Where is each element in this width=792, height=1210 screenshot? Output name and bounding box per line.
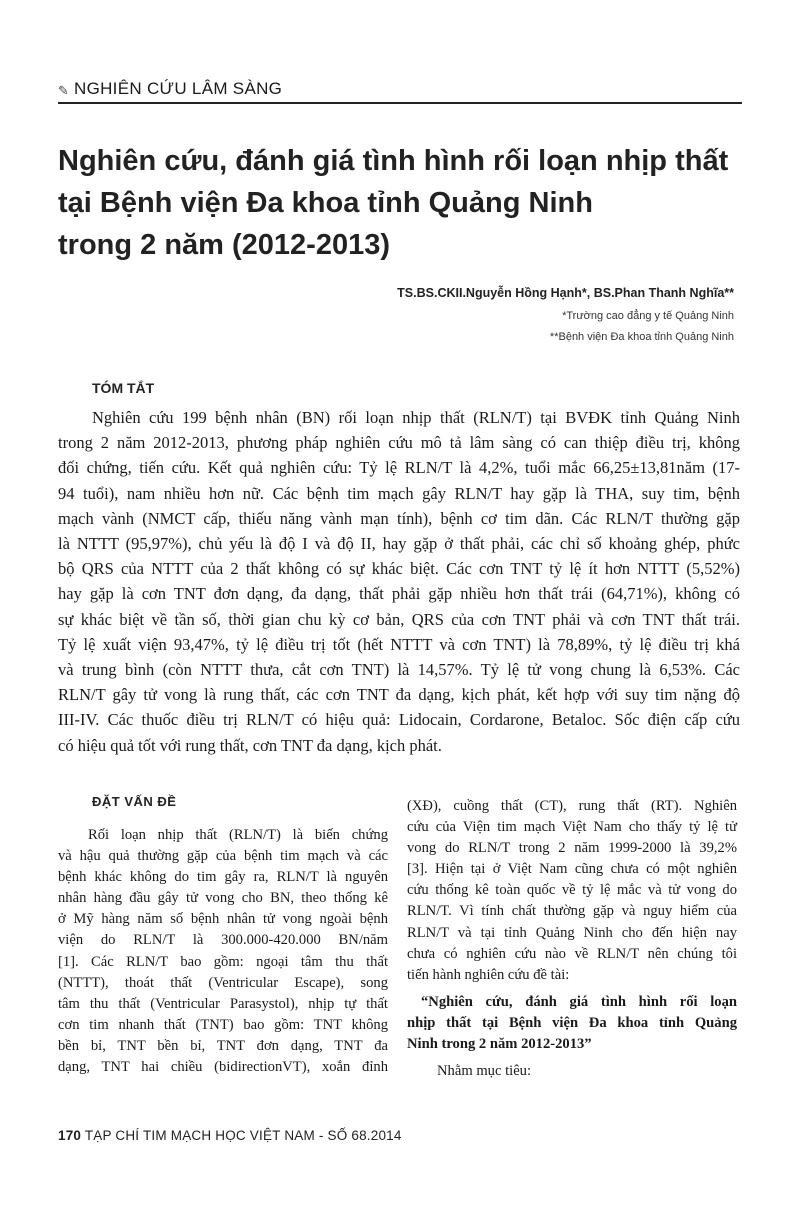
abstract-line: Nghiên cứu 199 bệnh nhân (BN) rối loạn nhịp thất (RLN/T) tại BVĐK tỉnh Quảng Ninh <box>92 408 740 427</box>
abstract-line: RLN/T gây tử vong là rung thất, các cơn TNT đa dạng, kịch phát, kết hợp với suy tim nặng độ <box>58 685 740 705</box>
abstract-line: đối chứng, tiến cứu. Kết quả nghiên cứu: Tỷ lệ RLN/T là 4,2%, tuổi mắc 66,25±13,81năm (17- <box>58 458 740 478</box>
study-title-quote-line: “Nghiên cứu, đánh giá tình hình rối loạn <box>421 993 737 1010</box>
intro-left-column <box>58 825 388 1078</box>
abstract-line: bộ QRS của NTTT của 2 thất không có sự khác biệt. Các cơn TNT tỷ lệ ít hơn NTTT (5,52%) <box>58 559 740 579</box>
intro-line: cứu của Viện tim mạch Việt Nam cho thấy tỷ lệ tử <box>407 819 737 836</box>
intro-line: [3]. Hiện tại ở Việt Nam cũng chưa có một nghiên <box>407 861 737 878</box>
intro-line: và hậu quả thường gặp của bệnh tim mạch và các <box>58 848 388 865</box>
intro-line: ở Mỹ hàng năm số bệnh nhân tử vong ngoài bệnh <box>58 911 388 928</box>
intro-line: cứu thống kê toàn quốc về tỷ lệ mắc và tử vong do <box>407 882 737 899</box>
authors: TS.BS.CKII.Nguyễn Hồng Hạnh*, BS.Phan Thanh Nghĩa** <box>397 286 734 300</box>
title-line: Nghiên cứu, đánh giá tình hình rối loạn nhịp thất <box>58 145 729 177</box>
abstract-heading: TÓM TẮT <box>92 380 155 396</box>
affiliation-2: **Bệnh viện Đa khoa tỉnh Quảng Ninh <box>549 331 734 343</box>
abstract-line: là NTTT (95,97%), chủ yếu là độ I và độ II, hay gặp ở thất phải, các chỉ số khoảng ghép, phức <box>58 534 740 554</box>
intro-line: vong do RLN/T trong 2 năm 1999-2000 là 39,2% <box>407 840 737 857</box>
intro-line: RLN/T và tại tỉnh Quảng Ninh cho đến hiện nay <box>407 924 737 941</box>
intro-line: viện do RLN/T là 300.000-420.000 BN/năm <box>58 932 388 949</box>
abstract-line: 94 tuổi), nam nhiều hơn nữ. Các bệnh tim mạch gây RLN/T hay gặp là THA, suy tim, bệnh <box>58 483 740 503</box>
intro-heading: ĐẶT VẤN ĐỀ <box>92 794 177 809</box>
intro-line: (XĐ), cuồng thất (CT), rung thất (RT). Nghiên <box>407 798 737 814</box>
abstract-line: III-IV. Các thuốc điều trị RLN/T có hiệu quả: Lidocain, Cordarone, Betaloc. Sốc điện cấp cứu <box>58 710 740 730</box>
abstract-line: có hiệu quả tốt với rung thất, cơn TNT đa dạng, kịch phát. <box>58 735 442 755</box>
intro-right-column <box>407 796 737 1082</box>
study-title-quote-line: Ninh trong 2 năm 2012-2013” <box>407 1036 592 1053</box>
abstract-line: mạch vành (NMCT cấp, thiếu năng vành mạn tính), bệnh cơ tim dãn. Các RLN/T thường gặp <box>58 508 740 528</box>
intro-line: (NTTT), thoát thất (Ventricular Escape), song <box>58 974 388 991</box>
objective-line: Nhằm mục tiêu: <box>437 1063 532 1080</box>
abstract-line: trong 2 năm 2012-2013, phương pháp nghiên cứu mô tả lâm sàng có can thiệp điều trị, không <box>58 433 740 453</box>
intro-line: chưa có nghiên cứu nào về RLN/T nên chúng tôi <box>407 945 737 962</box>
intro-line: dạng, TNT hai chiều (bidirectionVT), xoắn đỉnh <box>58 1059 388 1076</box>
affiliation-1: *Trường cao đẳng y tế Quảng Ninh <box>562 310 734 322</box>
section-label: NGHIÊN CỨU LÂM SÀNG <box>74 79 283 98</box>
title-line: tại Bệnh viện Đa khoa tỉnh Quảng Ninh <box>58 187 593 219</box>
journal-name: TẠP CHÍ TIM MẠCH HỌC VIỆT NAM - SỐ 68.2014 <box>84 1128 402 1143</box>
intro-line: nhân hàng đầu gây tử vong cho BN, theo thống kê <box>58 890 388 907</box>
intro-line: Rối loạn nhịp thất (RLN/T) là biến chứng <box>88 827 388 843</box>
section-header <box>58 78 742 104</box>
page-number: 170 <box>58 1128 82 1143</box>
study-title-quote-line: nhịp thất tại Bệnh viện Đa khoa tỉnh Quảng <box>407 1014 737 1031</box>
intro-line: tâm thu thất (Ventricular Parasystol), nhịp tự thất <box>58 995 388 1012</box>
abstract-line: hay gặp là cơn TNT đơn dạng, đa dạng, thất phải gặp nhiều hơn thất trái (64,71%), không có <box>58 584 740 604</box>
pen-icon: ✎ <box>58 84 69 99</box>
page-footer <box>58 1128 402 1143</box>
intro-line: RLN/T. Vì tính chất thường gặp và nguy hiểm của <box>407 903 737 920</box>
intro-line: [1]. Các RLN/T bao gồm: ngoại tâm thu thất <box>58 953 388 970</box>
intro-line: cơn tim nhanh thất (TNT) bao gồm: TNT không <box>58 1016 388 1033</box>
abstract-line: sự khác biệt về tần số, thời gian chu kỳ cơ bản, QRS của cơn TNT phải và cơn TNT thất trái. <box>58 609 740 629</box>
abstract-body <box>58 405 740 758</box>
abstract-line: Tỷ lệ xuất viện 93,47%, tỷ lệ điều trị tốt (hết NTTT và cơn TNT) là 78,89%, tỷ lệ điều trị khá <box>58 634 740 654</box>
title-line: trong 2 năm (2012-2013) <box>58 229 391 261</box>
intro-line: tiến hành nghiên cứu đề tài: <box>407 966 570 983</box>
intro-line: bền bỉ, TNT bền bỉ, TNT đơn dạng, TNT đa <box>58 1037 388 1054</box>
abstract-line: và trung bình (còn NTTT thưa, cắt cơn TNT) là 14,57%. Tỷ lệ tử vong chung là 6,53%. Các <box>58 660 740 680</box>
article-title <box>58 140 758 266</box>
intro-line: bệnh khác không do tim gây ra, RLN/T là nguyên <box>58 869 388 886</box>
